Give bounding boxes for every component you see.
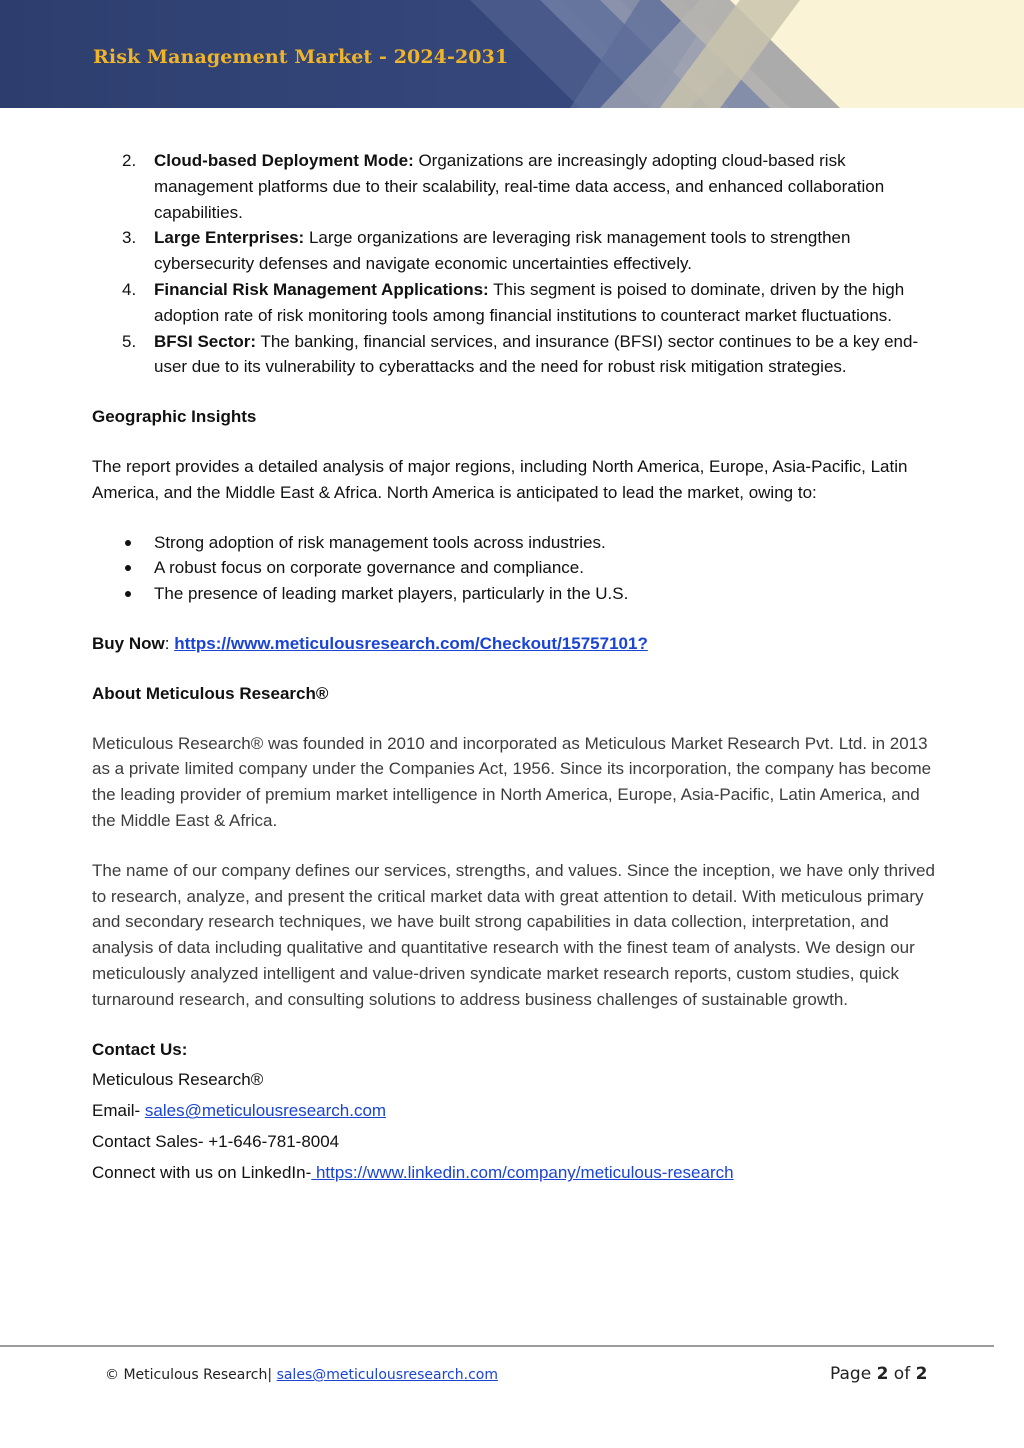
list-item [92,225,937,277]
about-heading: About Meticulous Research® [92,683,329,703]
list-item-label: Large Enterprises: [154,228,305,248]
contact-email-link[interactable]: sales@meticulousresearch.com [144,1101,387,1121]
list-item-label: Cloud-based Deployment Mode: [154,151,414,170]
geographic-intro: The report provides a detailed analysis of major regions, including North America, Europe, Asia-Pacific, Latin America, and the Middle East & Africa. North America is anticipated to lead the market, owing to: [92,456,908,502]
list-item [92,530,937,556]
list-item-text: Organizations are increasingly adopting cloud-based risk management platforms due to their scalability, real-time data access, and enhanced collaboration capabilities. [154,151,885,222]
buy-now-link[interactable]: https://www.meticulousresearch.com/Checkout/15757101? [174,633,648,653]
footer-email-link[interactable]: sales@meticulousresearch.com [276,1367,498,1383]
list-number: 5. [122,331,137,351]
contact-company: Meticulous Research® [92,1070,264,1090]
contact-linkedin-label: Connect with us on LinkedIn- [92,1163,312,1183]
list-number: 3. [122,228,137,248]
footer-copyright [105,1367,498,1383]
contact-email-line [92,1095,937,1126]
buy-now-separator: : [164,633,175,653]
list-item-text: The presence of leading market players, particularly in the U.S. [154,584,629,604]
bullet-icon [125,565,131,571]
footer-divider [0,1345,994,1347]
about-paragraph-1: Meticulous Research® was founded in 2010 and incorporated as Meticulous Market Research Pvt. Ltd. in 2013 as a private limited company under the Companies Act, 1956. Since its incorporation, the company has become the leading provider of premium market intelligence in North America, Europe, Asia-Pacific, Latin America, and the Middle East & Africa. [92,733,932,830]
geographic-insights-heading: Geographic Insights [92,407,257,427]
contact-sales: Contact Sales- +1-646-781-8004 [92,1132,340,1152]
list-item [92,277,937,329]
about-paragraph-2: The name of our company defines our services, strengths, and values. Since the inception, we have only thrived to research, analyze, and present the critical market data with great attention to detail. With meticulous primary and secondary research techniques, we have built strong capabilities in data collection, interpretation, and analysis of data including qualitative and quantitative research with the finest team of analysts. We design our meticulously analyzed intelligent and value-driven syndicate market research reports, custom studies, quick turnaround research, and consulting solutions to address business challenges of sustainable growth. [92,860,935,1009]
list-item-text: A robust focus on corporate governance and compliance. [154,558,584,578]
list-item [92,555,937,581]
region-drivers-list [92,530,937,607]
list-number: 4. [122,279,137,299]
list-item-text: This segment is poised to dominate, driven by the high adoption rate of risk monitoring tools among financial institutions to counteract market fluctuations. [154,279,905,325]
buy-now-line [92,631,937,657]
list-item [92,581,937,607]
buy-now-label: Buy Now [92,633,165,653]
list-item-text: Strong adoption of risk management tools across industries. [154,532,606,552]
page-current: 2 [876,1364,889,1384]
bullet-icon [125,540,131,546]
list-number: 2. [122,151,137,170]
footer-copyright-text: © Meticulous Research| [105,1367,277,1383]
list-item [92,329,937,381]
page-total: 2 [915,1364,928,1384]
linkedin-link[interactable]: https://www.linkedin.com/company/meticulous-research [311,1163,734,1183]
bullet-icon [125,591,131,597]
list-item [92,148,937,225]
page-number [830,1364,927,1384]
list-item-text: Large organizations are leveraging risk management tools to strengthen cybersecurity defenses and navigate economic uncertainties effectively. [154,228,851,274]
page-header-banner [0,0,1024,108]
report-title: Risk Management Market - 2024-2031 [93,46,509,68]
segment-list [92,148,937,380]
page-mid: of [888,1364,916,1384]
list-item-text: The banking, financial services, and insurance (BFSI) sector continues to be a key end-user due to its vulnerability to cyberattacks and the need for robust risk mitigation strategies. [154,331,919,377]
list-item-label: Financial Risk Management Applications: [154,279,489,299]
contact-email-label: Email- [92,1101,145,1121]
page-content [92,148,937,1188]
list-item-label: BFSI Sector: [154,331,257,351]
contact-heading: Contact Us: [92,1039,188,1059]
contact-linkedin-line [92,1157,937,1188]
page-prefix: Page [830,1364,877,1384]
